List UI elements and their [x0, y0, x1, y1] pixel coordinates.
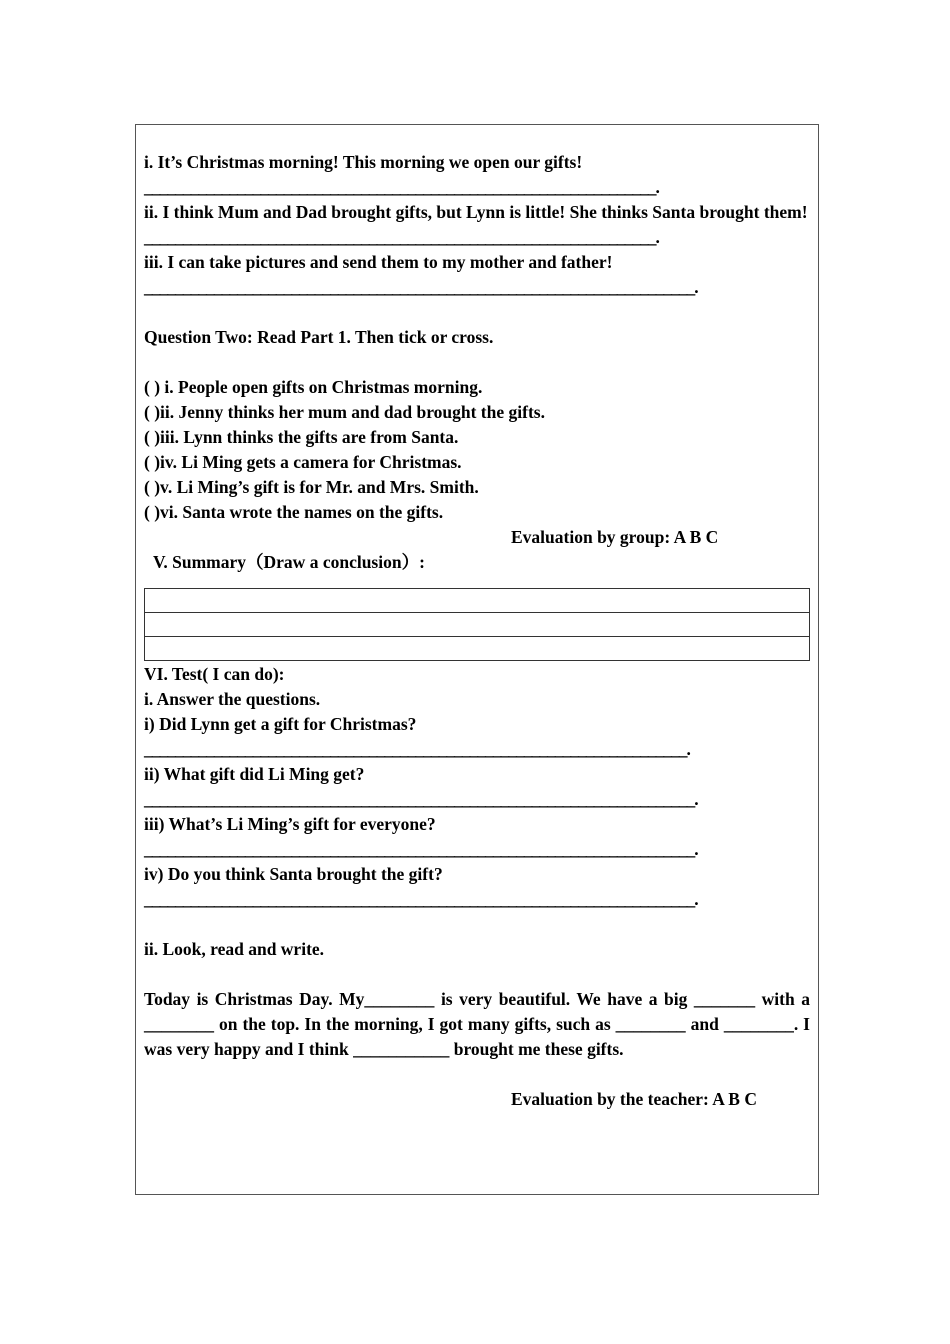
summary-heading: V. Summary（Draw a conclusion）:	[153, 552, 425, 572]
tick-item[interactable]: ( )ii. Jenny thinks her mum and dad brought the gifts.	[144, 402, 545, 422]
group-evaluation: Evaluation by group: A B C	[511, 527, 719, 547]
worksheet-content	[144, 150, 810, 1112]
tick-item[interactable]: ( ) i. People open gifts on Christmas morning.	[144, 377, 483, 397]
test-question-3: iii) What’s Li Ming’s gift for everyone?	[144, 814, 436, 834]
test-sub-heading-1: i. Answer the questions.	[144, 689, 321, 709]
answer-line-2[interactable]: __________________________________________________________________.	[144, 227, 659, 247]
part1-sentence-3: iii. I can take pictures and send them to my mother and father!	[144, 252, 613, 272]
test-answer-line-4[interactable]: _______________________________________________________________________.	[144, 889, 698, 909]
test-answer-line-3[interactable]: _______________________________________________________________________.	[144, 839, 698, 859]
tick-item[interactable]: ( )iv. Li Ming gets a camera for Christmas.	[144, 452, 462, 472]
summary-row-3[interactable]	[145, 637, 810, 661]
summary-row-1[interactable]	[145, 589, 810, 613]
summary-row-2[interactable]	[145, 613, 810, 637]
test-answer-line-2[interactable]: _______________________________________________________________________.	[144, 789, 698, 809]
test-question-1: i) Did Lynn get a gift for Christmas?	[144, 714, 417, 734]
test-sub-heading-2: ii. Look, read and write.	[144, 939, 325, 959]
fill-in-passage[interactable]: Today is Christmas Day. My________ is very beautiful. We have a big _______ with a ________ on the top. In the morning, I got many gifts, such as ________ and ________. I was very happy and I think ___________ brought me these gifts.	[144, 989, 810, 1059]
tick-item[interactable]: ( )vi. Santa wrote the names on the gifts.	[144, 502, 444, 522]
test-question-4: iv) Do you think Santa brought the gift?	[144, 864, 443, 884]
answer-line-1[interactable]: __________________________________________________________________.	[144, 177, 659, 197]
tick-item[interactable]: ( )v. Li Ming’s gift is for Mr. and Mrs. Smith.	[144, 477, 479, 497]
part1-sentence-1: i. It’s Christmas morning! This morning we open our gifts!	[144, 152, 583, 172]
part1-sentence-2: ii. I think Mum and Dad brought gifts, but Lynn is little! She thinks Santa brought them!	[144, 202, 808, 222]
question-two-heading: Question Two: Read Part 1. Then tick or cross.	[144, 327, 494, 347]
teacher-evaluation: Evaluation by the teacher: A B C	[511, 1089, 757, 1109]
test-heading: VI. Test( I can do):	[144, 664, 285, 684]
test-answer-line-1[interactable]: ______________________________________________________________________.	[144, 739, 690, 759]
tick-item[interactable]: ( )iii. Lynn thinks the gifts are from Santa.	[144, 427, 459, 447]
test-question-2: ii) What gift did Li Ming get?	[144, 764, 365, 784]
summary-table	[144, 588, 810, 661]
answer-line-3[interactable]: _______________________________________________________________________.	[144, 277, 698, 297]
